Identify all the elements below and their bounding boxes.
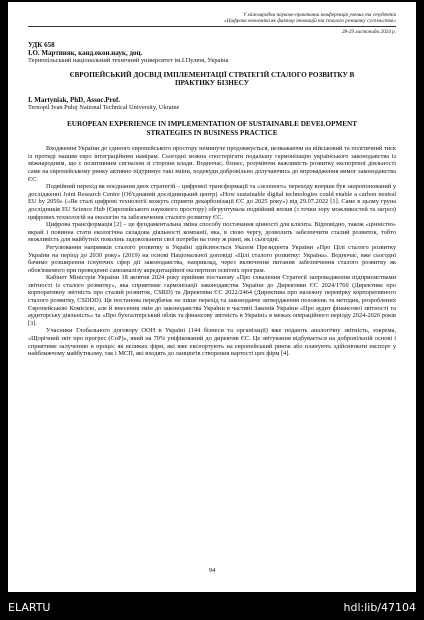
running-header: [28, 12, 396, 27]
header-conference: V міжнародна науково-практична конференція учених та студентів: [243, 12, 396, 18]
viewer-footer: [0, 594, 424, 620]
paragraph: Кабінет Міністрів України 18 жовтня 2024 року прийняв постанову «Про схвалення Стратегії запровадження підприємствами звітності із сталого розвитку», яка сприятиме гармонізації законодавства України до Директиви ЄС 2024/1760 (Директива про корпоративну звітність про сталий розвиток, CSRD) та Директиви ЄС 2022/2464 (Директива про належну перевірку корпоративного сталого розвитку, CSDDD). Ця постанова передбачає не лише перехід та законодавче затвердження положень та методик, розроблених Європейською Комісією, але й внесення змін до законодавства України в частині Законів України «Про аудит фінансової звітності та аудиторську діяльність» та «Про бухгалтерський облік та фінансову звітність в Україні» в межах операційного періоду 2024-2026 років [3].: [28, 274, 396, 327]
author-ua: І.О. Мартиняк, канд.екон.наук, доц.: [28, 48, 143, 57]
paragraph: Подвійний перехід як поєднання двох стратегій – цифрової трансформації та «зеленого» переходу вперше був запропонований у дослідженні Joint Research Centre (Об'єднаний дослідницький центр) «How sustainable digital technologies could enable a carbon neutral EU by 2050» («Як сталі цифрові технології можуть сприяти декарбонізації ЄС до 2025 року») від 29.07.2022 [1]. Саме в цьому груна дослідників EU Science Hub (Європейського наукового простору) обгрунтувала подвійний вплив (з точки зору можливостей та загроз) цифрових технологій на екологію та забезпечення сталого розвитку ЄС.: [28, 183, 396, 221]
paragraph: Входження України до єдиного європейського простору неминуче продовжується, незважаючи на військовий та політичний тиск із протиді нашим євро інтеграційним намірам. Сьогодні можна спостерігати подальшу гармонізацію українського законодавства із міжнародним, що є позитивним сигналом зі сторони влади. Водночас, бізнес, розуміючи важливість розвитку експортної діяльності саме на європейському ринку активно підтримує такі зміни, подекуди добровільно долучаючись до впровадження вимог законодавства ЄС.: [28, 145, 396, 183]
document-page: [8, 2, 416, 592]
paragraph: Цифрова трансформація [2] – це фундаментальна зміна способу постачання цінності для клієнта. Відповідно, також «цінністю» вкрай і повинна стати екологічна складова діяльності компанії, яка, в свою чергу, дозволить забезпечити сталий розвиток, тобто можливість для майбутніх поколінь задовольняти свої потреби на тому ж рівні, як і сьогодні.: [28, 221, 396, 244]
body-text: [28, 145, 396, 358]
udk-code: УДК 658: [28, 40, 55, 49]
title-en: EUROPEAN EXPERIENCE IN IMPLEMENTATION OF SUSTAINABLE DEVELOPMENT STRATEGIES IN BUSINESS PRACTICE: [66, 120, 358, 137]
title-ua: ЄВРОПЕЙСЬКИЙ ДОСВІД ІМПЛЕМЕНТАЦІЇ СТРАТЕГІЙ СТАЛОГО РОЗВИТКУ В ПРАКТИКУ БІЗНЕСУ: [69, 70, 355, 88]
header-date: 28-29 листопада 2024 р.: [341, 28, 396, 35]
author-en: I. Martyniak, PhD, Assoc.Prof.: [28, 96, 121, 104]
repository-name: ELARTU: [8, 600, 51, 614]
paragraph: Учасники Глобального договору ООН в Україні (144 бізнеси та організації) вже подають аналогічну звітність, зокрема, «Щорічний звіт про прогрес (CoP)», який на 70% уніфікований до директив ЄС. Це звітування відбувається на добровільній основі і сприятиме залученню в процес як великих фірм, які вже експортують на європейський ринок або планують здійснювати експорт у найближчому майбутньому, так і МСП, які входять до ланцюгів створення вартості цих фірм [4].: [28, 327, 396, 358]
affiliation-en: Ternopil Ivan Puluj National Technical University, Ukraine: [28, 104, 180, 111]
affiliation-ua: Тернопільський національний технічний університет ім.І.Пулюя, Україна: [28, 56, 229, 64]
header-theme: «Цифрова економіка як фактор інновацій та сталого розвитку суспільства»: [224, 18, 396, 25]
handle-id: hdl:lib/47104: [343, 600, 416, 614]
page-number: 94: [208, 567, 216, 574]
paragraph: Регулювання напрямків сталого розвитку в Україні здійснюється Указом Президента України «Про Цілі сталого розвитку України на період до 2030 року» (2019) на основі Національної доповіді «Цілі сталого розвитку: Україна». Водночас, вже сьогодні бачимо розширення існуючих сфер дії законодавства, наприклад, через включення питання забезпечення сталого розвитку як обов'язкового при проведенні самоаналізу акредитаційної експертизи освітніх програм.: [28, 243, 396, 274]
